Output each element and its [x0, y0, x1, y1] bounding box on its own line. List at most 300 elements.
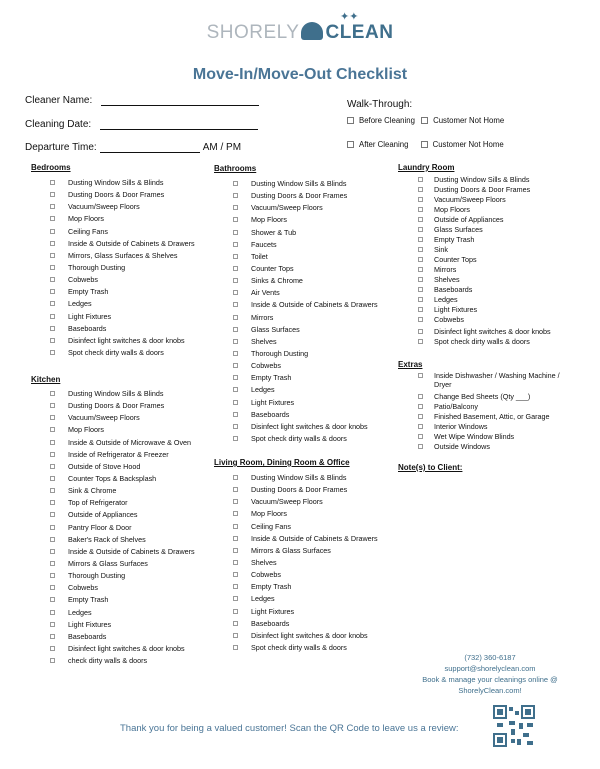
- item-label: Disinfect light switches & door knobs: [251, 630, 368, 640]
- checkbox[interactable]: [233, 266, 238, 271]
- list-item[interactable]: [50, 620, 195, 632]
- checkbox[interactable]: [233, 315, 238, 320]
- list-item[interactable]: [50, 656, 195, 668]
- item-label: Dusting Doors & Door Frames: [68, 401, 165, 411]
- list-item[interactable]: [50, 486, 195, 498]
- list-item[interactable]: [233, 337, 378, 349]
- checkbox[interactable]: [50, 180, 55, 185]
- checkbox[interactable]: [50, 314, 55, 319]
- cleaning-date-label: Cleaning Date:: [25, 119, 92, 130]
- item-label: Baseboards: [68, 631, 107, 641]
- list-item[interactable]: [233, 594, 378, 606]
- list-item[interactable]: [50, 202, 195, 214]
- list-item[interactable]: [233, 570, 378, 582]
- list-item[interactable]: [233, 191, 378, 203]
- item-label: Glass Surfaces: [434, 225, 483, 234]
- checkbox[interactable]: [233, 242, 238, 247]
- checkbox[interactable]: [418, 329, 423, 334]
- item-label: Light Fixtures: [434, 305, 478, 314]
- checkbox[interactable]: [233, 487, 238, 492]
- checkbox[interactable]: [418, 394, 423, 399]
- kitchen-heading: Kitchen: [31, 375, 61, 384]
- item-label: Mirrors & Glass Surfaces: [68, 558, 148, 568]
- list-item[interactable]: [418, 235, 530, 245]
- thank-you-text: Thank you for being a valued customer! Scan the QR Code to leave us a review:: [120, 723, 459, 734]
- item-label: Spot check dirty walls & doors: [251, 433, 347, 443]
- list-item[interactable]: [233, 546, 378, 558]
- list-item[interactable]: [418, 432, 549, 442]
- list-item[interactable]: [50, 474, 195, 486]
- sparkle-icon: ✦✦: [340, 11, 359, 23]
- list-item[interactable]: [50, 644, 195, 656]
- item-label: Cobwebs: [251, 570, 281, 580]
- checkbox[interactable]: [418, 414, 423, 419]
- list-item[interactable]: [50, 389, 195, 401]
- checkbox[interactable]: [50, 585, 55, 590]
- website-link[interactable]: ShorelyClean.com!: [458, 686, 522, 695]
- checkbox[interactable]: [418, 307, 423, 312]
- after-cleaning-label: After Cleaning: [359, 140, 409, 149]
- checkbox[interactable]: [50, 537, 55, 542]
- item-label: Patio/Balcony: [434, 401, 478, 411]
- list-item[interactable]: [418, 245, 530, 255]
- checkbox[interactable]: [233, 302, 238, 307]
- list-item[interactable]: [418, 315, 530, 325]
- item-label: Inside & Outside of Cabinets & Drawers: [68, 546, 195, 556]
- checkbox[interactable]: [233, 363, 238, 368]
- list-item[interactable]: [50, 239, 195, 251]
- customer-not-home-checkbox[interactable]: [421, 117, 428, 124]
- checkbox[interactable]: [418, 373, 423, 378]
- item-label: Shower & Tub: [251, 227, 297, 237]
- email-link[interactable]: support@shorelyclean.com: [444, 664, 536, 673]
- item-label: Air Vents: [251, 288, 280, 298]
- departure-time-field[interactable]: [25, 142, 241, 153]
- checkbox[interactable]: [50, 452, 55, 457]
- checkbox[interactable]: [50, 415, 55, 420]
- list-item[interactable]: [50, 632, 195, 644]
- item-label: Dusting Doors & Door Frames: [251, 485, 348, 495]
- checkbox[interactable]: [50, 403, 55, 408]
- item-label: Wet Wipe Window Blinds: [434, 431, 515, 441]
- list-item[interactable]: [50, 450, 195, 462]
- item-label: Thorough Dusting: [251, 348, 309, 358]
- list-item[interactable]: [50, 595, 195, 607]
- list-item[interactable]: [50, 523, 195, 535]
- list-item[interactable]: [233, 228, 378, 240]
- checkbox[interactable]: [418, 444, 423, 449]
- checkbox[interactable]: [50, 488, 55, 493]
- list-item[interactable]: [233, 607, 378, 619]
- checkbox[interactable]: [50, 561, 55, 566]
- item-label: Faucets: [251, 239, 277, 249]
- list-item[interactable]: [50, 413, 195, 425]
- list-item[interactable]: [418, 255, 530, 265]
- checkbox[interactable]: [233, 475, 238, 480]
- checkbox[interactable]: [418, 177, 423, 182]
- checkbox[interactable]: [418, 197, 423, 202]
- checkbox[interactable]: [50, 253, 55, 258]
- item-label: Thorough Dusting: [68, 571, 126, 581]
- list-item[interactable]: [418, 442, 549, 452]
- checkbox[interactable]: [418, 237, 423, 242]
- list-item[interactable]: [50, 299, 195, 311]
- list-item[interactable]: [233, 509, 378, 521]
- checkbox[interactable]: [233, 609, 238, 614]
- list-item[interactable]: [50, 324, 195, 336]
- list-item[interactable]: [418, 175, 530, 185]
- list-item[interactable]: [418, 371, 560, 392]
- list-item[interactable]: [50, 498, 195, 510]
- checkbox[interactable]: [233, 621, 238, 626]
- list-item[interactable]: [50, 462, 195, 474]
- item-label: Disinfect light switches & door knobs: [68, 335, 185, 345]
- item-label: Counter Tops & Backsplash: [68, 473, 157, 483]
- list-item[interactable]: [50, 401, 195, 413]
- checkbox[interactable]: [233, 290, 238, 295]
- laundry-extra-list: [418, 327, 551, 347]
- list-item[interactable]: [233, 422, 378, 434]
- item-label: Spot check dirty walls & doors: [434, 337, 530, 346]
- item-label: Pantry Floor & Door: [68, 522, 132, 532]
- list-item[interactable]: [418, 412, 549, 422]
- item-label: Shelves: [434, 275, 460, 284]
- bedrooms-heading: Bedrooms: [31, 163, 71, 172]
- list-item[interactable]: [233, 203, 378, 215]
- checkbox[interactable]: [50, 326, 55, 331]
- laundry-list: [418, 175, 530, 325]
- logo-text-shorely: SHORELY: [206, 22, 300, 43]
- item-label: Dusting Window Sills & Blinds: [68, 178, 164, 187]
- list-item[interactable]: [233, 276, 378, 288]
- checkbox[interactable]: [233, 511, 238, 516]
- extras-list: [418, 371, 560, 392]
- item-label: Toilet: [251, 251, 268, 261]
- checkbox[interactable]: [418, 287, 423, 292]
- checkbox[interactable]: [50, 573, 55, 578]
- list-item[interactable]: [418, 285, 530, 295]
- item-label: Counter Tops: [434, 255, 477, 264]
- item-label: Shelves: [251, 557, 277, 567]
- page-title: Move-In/Move-Out Checklist: [192, 66, 408, 83]
- item-label: Light Fixtures: [251, 397, 295, 407]
- walkthrough-after-row: [347, 140, 504, 149]
- list-item[interactable]: [233, 497, 378, 509]
- item-label: Thorough Dusting: [68, 262, 126, 272]
- item-label: Vacuum/Sweep Floors: [251, 497, 323, 507]
- item-label: Outside of Appliances: [68, 510, 138, 520]
- checkbox[interactable]: [233, 400, 238, 405]
- checkbox[interactable]: [233, 524, 238, 529]
- checkbox[interactable]: [418, 187, 423, 192]
- checkbox[interactable]: [418, 434, 423, 439]
- before-cleaning-checkbox[interactable]: [347, 117, 354, 124]
- checkbox[interactable]: [50, 204, 55, 209]
- checkbox[interactable]: [418, 424, 423, 429]
- checkbox[interactable]: [233, 596, 238, 601]
- item-label: Spot check dirty walls & doors: [68, 347, 164, 357]
- item-label: Shelves: [251, 336, 277, 346]
- checkbox[interactable]: [50, 338, 55, 343]
- list-item[interactable]: [418, 195, 530, 205]
- checkbox[interactable]: [50, 549, 55, 554]
- list-item[interactable]: [50, 547, 195, 559]
- item-label: Dusting Window Sills & Blinds: [68, 389, 164, 398]
- list-item[interactable]: [50, 251, 195, 263]
- checkbox[interactable]: [418, 267, 423, 272]
- checkbox[interactable]: [233, 536, 238, 541]
- checkbox[interactable]: [233, 254, 238, 259]
- list-item[interactable]: [233, 300, 378, 312]
- list-item[interactable]: [233, 582, 378, 594]
- checkbox[interactable]: [233, 548, 238, 553]
- list-item[interactable]: [233, 522, 378, 534]
- checkbox[interactable]: [233, 193, 238, 198]
- checkbox[interactable]: [233, 499, 238, 504]
- checkbox[interactable]: [50, 512, 55, 517]
- item-label: Baseboards: [251, 409, 290, 419]
- cleaner-name-label: Cleaner Name:: [25, 95, 93, 106]
- list-item[interactable]: [418, 392, 549, 402]
- checkbox[interactable]: [50, 301, 55, 306]
- list-item[interactable]: [50, 535, 195, 547]
- item-label: Ledges: [68, 299, 92, 309]
- checkbox[interactable]: [50, 229, 55, 234]
- checkbox[interactable]: [50, 646, 55, 651]
- item-label: Sink & Chrome: [68, 486, 117, 496]
- list-item[interactable]: [418, 422, 549, 432]
- customer-not-home-label: Customer Not Home: [433, 116, 505, 125]
- item-label: Counter Tops: [251, 263, 294, 273]
- checkbox[interactable]: [418, 247, 423, 252]
- checkbox[interactable]: [418, 277, 423, 282]
- checkbox[interactable]: [233, 633, 238, 638]
- list-item[interactable]: [233, 373, 378, 385]
- qr-code-icon[interactable]: [493, 705, 535, 747]
- checkbox[interactable]: [50, 277, 55, 282]
- checkbox[interactable]: [418, 217, 423, 222]
- checkbox[interactable]: [50, 265, 55, 270]
- checkbox[interactable]: [233, 230, 238, 235]
- item-label: Finished Basement, Attic, or Garage: [434, 411, 550, 421]
- checkbox[interactable]: [50, 440, 55, 445]
- checkbox[interactable]: [233, 217, 238, 222]
- item-label: Change Bed Sheets (Qty ___): [434, 391, 531, 401]
- checkbox[interactable]: [233, 339, 238, 344]
- checkbox[interactable]: [418, 297, 423, 302]
- after-cleaning-checkbox[interactable]: [347, 141, 354, 148]
- item-label: Outside of Appliances: [434, 215, 504, 224]
- checkbox[interactable]: [233, 560, 238, 565]
- list-item[interactable]: [233, 215, 378, 227]
- item-label: Ledges: [251, 385, 275, 395]
- list-item[interactable]: [418, 327, 551, 337]
- list-item[interactable]: [233, 288, 378, 300]
- list-item[interactable]: [233, 631, 378, 643]
- list-item[interactable]: [418, 215, 530, 225]
- list-item[interactable]: [233, 179, 378, 191]
- checkbox[interactable]: [50, 622, 55, 627]
- checkbox[interactable]: [418, 404, 423, 409]
- list-item[interactable]: [233, 643, 378, 655]
- list-item[interactable]: [233, 434, 378, 446]
- bedrooms-list: [50, 178, 195, 360]
- item-label: Disinfect light switches & door knobs: [68, 643, 185, 653]
- list-item[interactable]: [233, 410, 378, 422]
- list-item[interactable]: [50, 571, 195, 583]
- checkbox[interactable]: [50, 464, 55, 469]
- list-item[interactable]: [50, 190, 195, 202]
- list-item[interactable]: [50, 287, 195, 299]
- checkbox[interactable]: [233, 412, 238, 417]
- laundry-heading: Laundry Room: [398, 163, 455, 172]
- checkbox[interactable]: [50, 610, 55, 615]
- cleaner-name-field[interactable]: [25, 95, 259, 106]
- list-item[interactable]: [50, 336, 195, 348]
- item-label: Glass Surfaces: [251, 324, 300, 334]
- item-label: Dusting Window Sills & Blinds: [251, 179, 347, 188]
- checkbox[interactable]: [50, 350, 55, 355]
- item-label: Mirrors & Glass Surfaces: [251, 545, 331, 555]
- list-item[interactable]: [50, 559, 195, 571]
- checkbox[interactable]: [50, 192, 55, 197]
- list-item[interactable]: [233, 558, 378, 570]
- item-label: Empty Trash: [68, 287, 109, 297]
- checkbox[interactable]: [50, 525, 55, 530]
- living-heading: Living Room, Dining Room & Office: [214, 458, 350, 467]
- item-label: Inside & Outside of Microwave & Oven: [68, 437, 192, 447]
- list-item[interactable]: [50, 178, 195, 190]
- checkbox[interactable]: [50, 658, 55, 663]
- list-item[interactable]: [233, 485, 378, 497]
- list-item[interactable]: [418, 305, 530, 315]
- list-item[interactable]: [418, 402, 549, 412]
- checkbox[interactable]: [233, 375, 238, 380]
- item-label: Baseboards: [68, 323, 107, 333]
- item-label: Cobwebs: [68, 583, 98, 593]
- list-item[interactable]: [50, 438, 195, 450]
- list-item[interactable]: [233, 473, 378, 485]
- item-label: Baker's Rack of Shelves: [68, 534, 146, 544]
- checkbox[interactable]: [418, 339, 423, 344]
- logo-text-clean: CLEAN: [325, 22, 394, 43]
- item-label: Interior Windows: [434, 421, 488, 431]
- list-item[interactable]: [50, 583, 195, 595]
- item-label: Inside & Outside of Cabinets & Drawers: [68, 238, 195, 248]
- list-item[interactable]: [233, 240, 378, 252]
- list-item[interactable]: [418, 295, 530, 305]
- walkthrough-label: Walk-Through:: [347, 99, 413, 110]
- list-item[interactable]: [233, 349, 378, 361]
- checkbox[interactable]: [233, 181, 238, 186]
- item-label: Mirrors: [434, 265, 457, 274]
- checkbox[interactable]: [233, 436, 238, 441]
- extras-heading: Extras: [398, 360, 423, 369]
- checkbox[interactable]: [233, 645, 238, 650]
- item-label: Ledges: [434, 295, 458, 304]
- list-item[interactable]: [233, 361, 378, 373]
- departure-time-label: Departure Time:: [25, 142, 97, 153]
- checkbox[interactable]: [50, 216, 55, 221]
- list-item[interactable]: [233, 325, 378, 337]
- checkbox[interactable]: [50, 289, 55, 294]
- living-list: [233, 473, 378, 655]
- item-label: Sinks & Chrome: [251, 276, 303, 286]
- list-item[interactable]: [233, 534, 378, 546]
- checkbox[interactable]: [233, 205, 238, 210]
- item-label: Ledges: [68, 607, 92, 617]
- list-item[interactable]: [233, 398, 378, 410]
- item-label: Mirrors: [251, 312, 274, 322]
- list-item[interactable]: [418, 265, 530, 275]
- item-label: Inside Dishwasher / Washing Machine /: [434, 371, 560, 380]
- list-item[interactable]: [418, 337, 551, 347]
- customer-not-home-label: Customer Not Home: [432, 140, 504, 149]
- checkbox[interactable]: [50, 500, 55, 505]
- list-item[interactable]: [418, 225, 530, 235]
- item-label: Light Fixtures: [68, 311, 112, 321]
- extras-list-rest: [418, 392, 549, 452]
- list-item[interactable]: [50, 312, 195, 324]
- checkbox[interactable]: [50, 241, 55, 246]
- checkbox[interactable]: [233, 584, 238, 589]
- item-label: Disinfect light switches & door knobs: [251, 421, 368, 431]
- list-item[interactable]: [233, 313, 378, 325]
- list-item[interactable]: [50, 348, 195, 360]
- list-item[interactable]: [233, 252, 378, 264]
- list-item[interactable]: [233, 264, 378, 276]
- item-label: Mop Floors: [251, 215, 287, 225]
- item-label: Cobwebs: [434, 315, 464, 324]
- cleaning-date-field[interactable]: [25, 119, 258, 130]
- checkbox[interactable]: [50, 476, 55, 481]
- checkbox[interactable]: [233, 278, 238, 283]
- checkbox[interactable]: [418, 317, 423, 322]
- item-label: Vacuum/Sweep Floors: [68, 413, 140, 423]
- checkbox[interactable]: [50, 427, 55, 432]
- list-item[interactable]: [50, 275, 195, 287]
- list-item[interactable]: [418, 275, 530, 285]
- item-label: Mop Floors: [68, 425, 104, 435]
- checkbox[interactable]: [233, 387, 238, 392]
- checkbox[interactable]: [418, 227, 423, 232]
- checkbox[interactable]: [233, 572, 238, 577]
- list-item[interactable]: [50, 227, 195, 239]
- list-item[interactable]: [50, 263, 195, 275]
- checkbox[interactable]: [418, 257, 423, 262]
- checkbox[interactable]: [50, 634, 55, 639]
- list-item[interactable]: [50, 608, 195, 620]
- checkbox[interactable]: [50, 391, 55, 396]
- checkbox[interactable]: [418, 207, 423, 212]
- list-item[interactable]: [50, 510, 195, 522]
- checkbox[interactable]: [233, 351, 238, 356]
- list-item[interactable]: [418, 205, 530, 215]
- item-label: Dusting Doors & Door Frames: [251, 191, 348, 201]
- list-item[interactable]: [50, 214, 195, 226]
- list-item[interactable]: [50, 425, 195, 437]
- item-label: Mop Floors: [434, 205, 470, 214]
- checkbox[interactable]: [233, 327, 238, 332]
- customer-not-home-checkbox[interactable]: [421, 141, 428, 148]
- checkbox[interactable]: [233, 424, 238, 429]
- checkbox[interactable]: [50, 597, 55, 602]
- list-item[interactable]: [233, 385, 378, 397]
- list-item[interactable]: [418, 185, 530, 195]
- item-label: Baseboards: [434, 285, 473, 294]
- list-item[interactable]: [233, 619, 378, 631]
- item-label: Outside Windows: [434, 441, 490, 451]
